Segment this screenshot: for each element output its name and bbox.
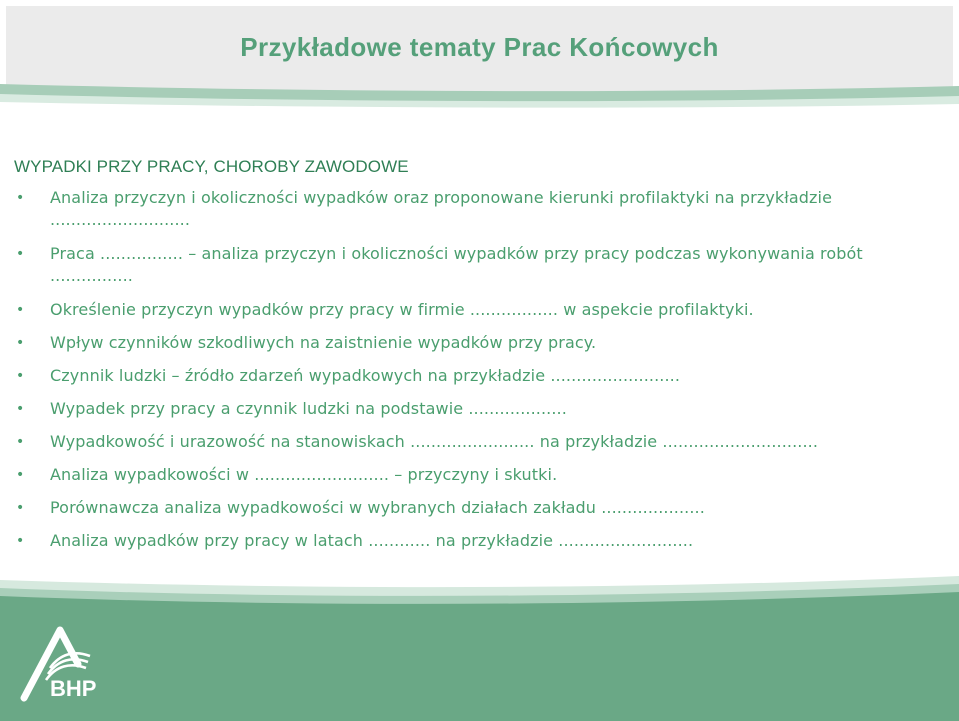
- list-item-text: Wypadkowość i urazowość na stanowiskach ........................ na przykładzie ..............................: [50, 432, 818, 451]
- footer-wave-band: [0, 574, 959, 721]
- list-item-text: Wypadek przy pracy a czynnik ludzki na podstawie ...................: [50, 399, 567, 418]
- list-item-text: Praca ................ – analiza przyczyn i okoliczności wypadków przy pracy podczas wykonywania robót ................: [50, 244, 863, 285]
- bullet-icon: •: [16, 246, 25, 262]
- content-area: [14, 157, 944, 563]
- list-item-text: Wpływ czynników szkodliwych na zaistnienie wypadków przy pracy.: [50, 333, 597, 352]
- page-title: Przykładowe tematy Prac Końcowych: [240, 32, 719, 62]
- bhp-logo-icon: [20, 622, 120, 702]
- bullet-icon: •: [16, 401, 25, 417]
- list-item: [14, 187, 944, 231]
- section-heading: WYPADKI PRZY PRACY, CHOROBY ZAWODOWE: [14, 157, 409, 176]
- bullet-icon: •: [16, 533, 25, 549]
- list-item: [14, 243, 944, 287]
- list-item-text: Porównawcza analiza wypadkowości w wybranych działach zakładu ....................: [50, 498, 705, 517]
- bullet-icon: •: [16, 434, 25, 450]
- bullet-icon: •: [16, 190, 25, 206]
- bullet-icon: •: [16, 467, 25, 483]
- list-item: [14, 431, 944, 453]
- bullet-icon: •: [16, 500, 25, 516]
- list-item: [14, 299, 944, 321]
- list-item-text: Określenie przyczyn wypadków przy pracy w firmie ................. w aspekcie profilaktyki.: [50, 300, 754, 319]
- list-item: [14, 497, 944, 519]
- bullet-icon: •: [16, 368, 25, 384]
- list-item: [14, 530, 944, 552]
- list-item-text: Analiza wypadków przy pracy w latach ............ na przykładzie ..........................: [50, 531, 694, 550]
- list-item-text: Czynnik ludzki – źródło zdarzeń wypadkowych na przykładzie .........................: [50, 366, 681, 385]
- bullet-icon: •: [16, 302, 25, 318]
- logo-text: BHP: [50, 676, 97, 701]
- list-item: [14, 365, 944, 387]
- list-item: [14, 464, 944, 486]
- title-wave-stripe: [0, 82, 959, 110]
- topic-list: [14, 187, 944, 552]
- list-item: [14, 398, 944, 420]
- list-item-text: Analiza wypadkowości w .......................... – przyczyny i skutki.: [50, 465, 558, 484]
- list-item-text: Analiza przyczyn i okoliczności wypadków oraz proponowane kierunki profilaktyki na przykładzie ...........................: [50, 188, 833, 229]
- list-item: [14, 332, 944, 354]
- bullet-icon: •: [16, 335, 25, 351]
